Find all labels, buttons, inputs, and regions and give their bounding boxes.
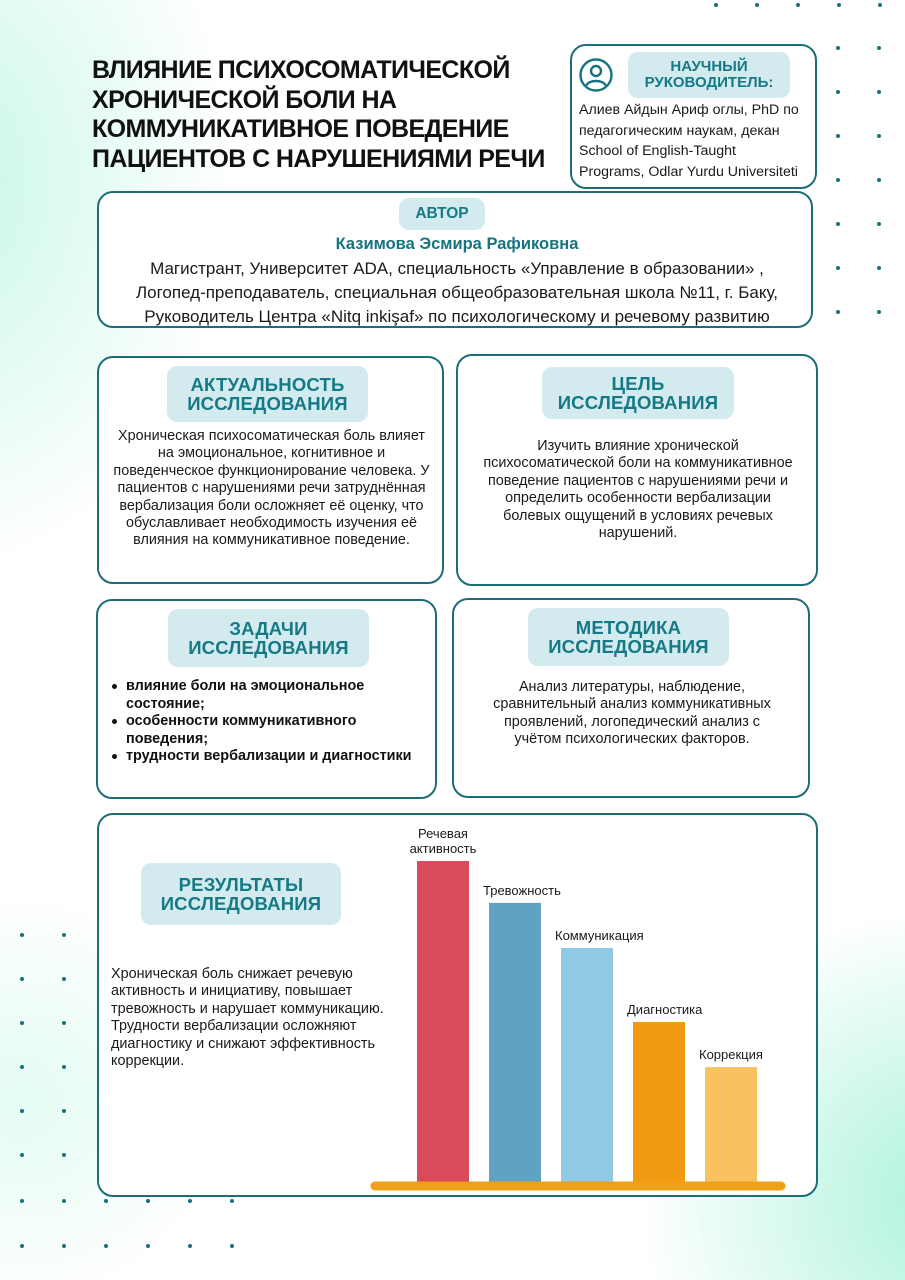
decor-dots-right bbox=[836, 46, 881, 314]
decor-dots-top bbox=[714, 3, 882, 7]
results-text: Хроническая боль снижает речевую активность и инициативу, повышает тревожность и нарушает коммуникацию. Трудности вербализации осложняют диагностику и снижают эффективность коррекции. bbox=[111, 966, 384, 1070]
decor-dots-bottom bbox=[20, 1199, 234, 1248]
bar-3 bbox=[561, 948, 613, 1183]
method-text: Анализ литературы, наблюдение, сравнительный анализ коммуникативных проявлений, логопедический анализ с учётом психологических факторов. bbox=[493, 679, 771, 748]
bar-label: Диагностика bbox=[627, 1002, 703, 1017]
user-icon bbox=[579, 58, 613, 92]
relevance-card bbox=[97, 356, 444, 584]
bar-2 bbox=[489, 903, 541, 1183]
bar-5 bbox=[705, 1067, 757, 1183]
list-item: влияние боли на эмоциональное состояние; bbox=[112, 678, 432, 713]
goal-card bbox=[456, 354, 818, 586]
goal-text: Изучить влияние хронической психосоматической боли на коммуникативное поведение пациентов с нарушениями речи и определить особенности вербализации болевых ощущений в условиях речевых нарушений. bbox=[483, 438, 793, 542]
results-card bbox=[97, 813, 818, 1197]
bar-4 bbox=[633, 1022, 685, 1183]
relevance-label: АКТУАЛЬНОСТЬ ИССЛЕДОВАНИЯ bbox=[167, 366, 368, 422]
bar-label: Коррекция bbox=[699, 1047, 763, 1063]
tasks-label: ЗАДАЧИ ИССЛЕДОВАНИЯ bbox=[168, 609, 369, 667]
goal-label: ЦЕЛЬ ИССЛЕДОВАНИЯ bbox=[542, 367, 734, 419]
bar-label: Коммуникация bbox=[555, 927, 644, 943]
relevance-text: Хроническая психосоматическая боль влияет на эмоциональное, когнитивное и поведенческое функционирование человека. У пациентов с нарушениями речи затруднённая вербализация боли осложняет её оценку, что обуславливает необходимость изучения её влияния на коммуникативное поведение. bbox=[113, 428, 430, 549]
tasks-list bbox=[112, 678, 432, 766]
decor-dots-left bbox=[20, 933, 66, 1157]
supervisor-label: НАУЧНЫЙ РУКОВОДИТЕЛЬ: bbox=[628, 52, 790, 98]
tasks-card bbox=[96, 599, 437, 799]
author-name: Казимова Эсмира Рафиковна bbox=[335, 235, 579, 253]
bar-label: Речевая активность bbox=[409, 826, 477, 856]
list-item: особенности коммуникативного поведения; bbox=[112, 713, 432, 748]
method-card bbox=[452, 598, 810, 798]
bar-label: Тревожность bbox=[483, 882, 561, 898]
results-bar-chart bbox=[99, 815, 816, 1195]
list-item: трудности вербализации и диагностики bbox=[112, 748, 432, 766]
supervisor-card bbox=[570, 44, 817, 189]
author-description: Магистрант, Университет ADA, специальность «Управление в образовании» , Логопед-преподаватель, специальная общеобразовательная школа №11, г. Баку, Руководитель Центра «Nitq inkişaf» по психологическому и речевому развитию bbox=[135, 259, 779, 326]
results-label: РЕЗУЛЬТАТЫ ИССЛЕДОВАНИЯ bbox=[141, 863, 341, 925]
author-card bbox=[97, 191, 813, 328]
poster-title: ВЛИЯНИЕ ПСИХОСОМАТИЧЕСКОЙ ХРОНИЧЕСКОЙ БОЛИ НА КОММУНИКАТИВНОЕ ПОВЕДЕНИЕ ПАЦИЕНТОВ С НАРУШЕНИЯМИ РЕЧИ bbox=[92, 56, 545, 173]
supervisor-text: Алиев Айдын Ариф оглы, PhD по педагогическим наукам, декан School of English-Taught Programs, Odlar Yurdu Universiteti bbox=[579, 102, 799, 180]
bar-1 bbox=[417, 861, 469, 1183]
author-label: АВТОР bbox=[399, 198, 485, 230]
method-label: МЕТОДИКА ИССЛЕДОВАНИЯ bbox=[528, 608, 729, 666]
